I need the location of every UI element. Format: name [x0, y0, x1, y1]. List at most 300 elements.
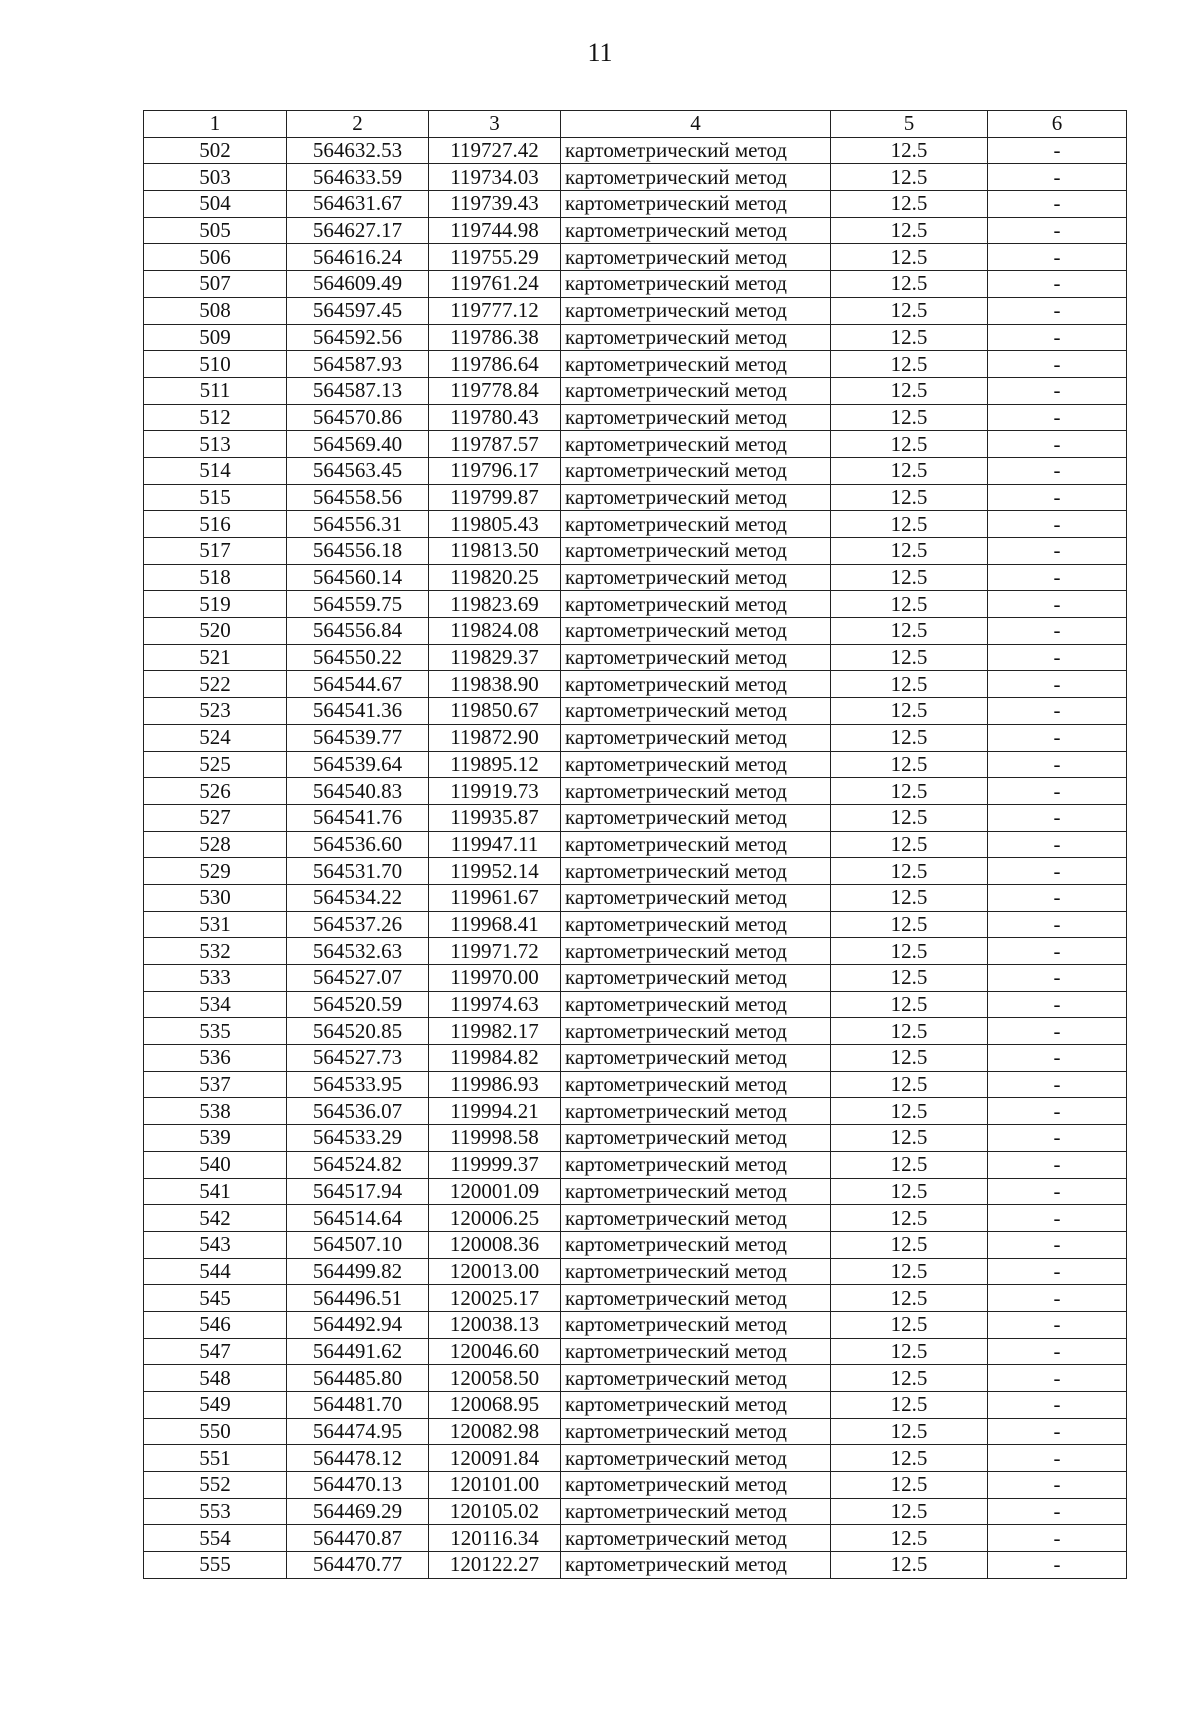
accuracy-cell: 12.5	[831, 1311, 988, 1338]
point-number-cell: 550	[144, 1418, 287, 1445]
x-coordinate-cell: 564627.17	[287, 217, 429, 244]
x-coordinate-cell: 564533.95	[287, 1071, 429, 1098]
accuracy-cell: 12.5	[831, 1525, 988, 1552]
note-cell: -	[988, 965, 1127, 992]
method-cell: картометрический метод	[561, 511, 831, 538]
x-coordinate-cell: 564491.62	[287, 1338, 429, 1365]
accuracy-cell: 12.5	[831, 271, 988, 298]
table-row	[144, 1498, 1127, 1525]
method-cell: картометрический метод	[561, 244, 831, 271]
method-cell: картометрический метод	[561, 591, 831, 618]
x-coordinate-cell: 564632.53	[287, 137, 429, 164]
table-row	[144, 778, 1127, 805]
point-number-cell: 532	[144, 938, 287, 965]
y-coordinate-cell: 120091.84	[429, 1445, 561, 1472]
note-cell: -	[988, 457, 1127, 484]
table-row	[144, 1098, 1127, 1125]
point-number-cell: 521	[144, 644, 287, 671]
table-row	[144, 1445, 1127, 1472]
y-coordinate-cell: 119919.73	[429, 778, 561, 805]
y-coordinate-cell: 119850.67	[429, 698, 561, 725]
point-number-cell: 506	[144, 244, 287, 271]
method-cell: картометрический метод	[561, 1285, 831, 1312]
accuracy-cell: 12.5	[831, 1392, 988, 1419]
accuracy-cell: 12.5	[831, 1365, 988, 1392]
point-number-cell: 510	[144, 351, 287, 378]
note-cell: -	[988, 1418, 1127, 1445]
method-cell: картометрический метод	[561, 884, 831, 911]
point-number-cell: 552	[144, 1472, 287, 1499]
accuracy-cell: 12.5	[831, 884, 988, 911]
note-cell: -	[988, 244, 1127, 271]
note-cell: -	[988, 351, 1127, 378]
y-coordinate-cell: 119829.37	[429, 644, 561, 671]
y-coordinate-cell: 119786.64	[429, 351, 561, 378]
y-coordinate-cell: 119974.63	[429, 991, 561, 1018]
table-row	[144, 858, 1127, 885]
point-number-cell: 548	[144, 1365, 287, 1392]
point-number-cell: 533	[144, 965, 287, 992]
y-coordinate-cell: 120116.34	[429, 1525, 561, 1552]
note-cell: -	[988, 1338, 1127, 1365]
x-coordinate-cell: 564470.87	[287, 1525, 429, 1552]
header-row	[144, 111, 1127, 138]
note-cell: -	[988, 1365, 1127, 1392]
method-cell: картометрический метод	[561, 991, 831, 1018]
point-number-cell: 517	[144, 538, 287, 565]
accuracy-cell: 12.5	[831, 511, 988, 538]
point-number-cell: 534	[144, 991, 287, 1018]
method-cell: картометрический метод	[561, 377, 831, 404]
y-coordinate-cell: 119935.87	[429, 804, 561, 831]
x-coordinate-cell: 564563.45	[287, 457, 429, 484]
accuracy-cell: 12.5	[831, 938, 988, 965]
point-number-cell: 509	[144, 324, 287, 351]
point-number-cell: 513	[144, 431, 287, 458]
x-coordinate-cell: 564534.22	[287, 884, 429, 911]
note-cell: -	[988, 751, 1127, 778]
accuracy-cell: 12.5	[831, 1205, 988, 1232]
method-cell: картометрический метод	[561, 297, 831, 324]
point-number-cell: 549	[144, 1392, 287, 1419]
accuracy-cell: 12.5	[831, 351, 988, 378]
y-coordinate-cell: 119823.69	[429, 591, 561, 618]
table-row	[144, 538, 1127, 565]
table-row	[144, 137, 1127, 164]
accuracy-cell: 12.5	[831, 751, 988, 778]
x-coordinate-cell: 564527.07	[287, 965, 429, 992]
table-row	[144, 191, 1127, 218]
method-cell: картометрический метод	[561, 457, 831, 484]
note-cell: -	[988, 1178, 1127, 1205]
point-number-cell: 527	[144, 804, 287, 831]
note-cell: -	[988, 884, 1127, 911]
accuracy-cell: 12.5	[831, 1231, 988, 1258]
y-coordinate-cell: 119952.14	[429, 858, 561, 885]
table-row	[144, 511, 1127, 538]
table-row	[144, 377, 1127, 404]
point-number-cell: 520	[144, 618, 287, 645]
point-number-cell: 514	[144, 457, 287, 484]
x-coordinate-cell: 564544.67	[287, 671, 429, 698]
point-number-cell: 505	[144, 217, 287, 244]
table-row	[144, 1311, 1127, 1338]
y-coordinate-cell: 119947.11	[429, 831, 561, 858]
coordinates-table	[143, 110, 1127, 1579]
col-header-3: 3	[429, 111, 561, 138]
point-number-cell: 539	[144, 1125, 287, 1152]
method-cell: картометрический метод	[561, 1098, 831, 1125]
table-row	[144, 1525, 1127, 1552]
y-coordinate-cell: 119961.67	[429, 884, 561, 911]
page-number: 11	[587, 38, 613, 67]
table-row	[144, 1365, 1127, 1392]
point-number-cell: 529	[144, 858, 287, 885]
y-coordinate-cell: 119727.42	[429, 137, 561, 164]
y-coordinate-cell: 120068.95	[429, 1392, 561, 1419]
table-row	[144, 831, 1127, 858]
accuracy-cell: 12.5	[831, 644, 988, 671]
x-coordinate-cell: 564537.26	[287, 911, 429, 938]
note-cell: -	[988, 1285, 1127, 1312]
col-header-2: 2	[287, 111, 429, 138]
table-row	[144, 1178, 1127, 1205]
method-cell: картометрический метод	[561, 1338, 831, 1365]
method-cell: картометрический метод	[561, 1525, 831, 1552]
accuracy-cell: 12.5	[831, 377, 988, 404]
method-cell: картометрический метод	[561, 404, 831, 431]
y-coordinate-cell: 120046.60	[429, 1338, 561, 1365]
y-coordinate-cell: 120122.27	[429, 1552, 561, 1579]
x-coordinate-cell: 564587.13	[287, 377, 429, 404]
accuracy-cell: 12.5	[831, 1178, 988, 1205]
note-cell: -	[988, 618, 1127, 645]
accuracy-cell: 12.5	[831, 404, 988, 431]
x-coordinate-cell: 564631.67	[287, 191, 429, 218]
method-cell: картометрический метод	[561, 1125, 831, 1152]
y-coordinate-cell: 120082.98	[429, 1418, 561, 1445]
point-number-cell: 542	[144, 1205, 287, 1232]
x-coordinate-cell: 564559.75	[287, 591, 429, 618]
y-coordinate-cell: 120001.09	[429, 1178, 561, 1205]
note-cell: -	[988, 1071, 1127, 1098]
x-coordinate-cell: 564492.94	[287, 1311, 429, 1338]
method-cell: картометрический метод	[561, 1418, 831, 1445]
method-cell: картометрический метод	[561, 164, 831, 191]
y-coordinate-cell: 119778.84	[429, 377, 561, 404]
point-number-cell: 523	[144, 698, 287, 725]
x-coordinate-cell: 564507.10	[287, 1231, 429, 1258]
table-row	[144, 1285, 1127, 1312]
table-row	[144, 271, 1127, 298]
y-coordinate-cell: 120058.50	[429, 1365, 561, 1392]
table-row	[144, 1071, 1127, 1098]
table-row	[144, 1151, 1127, 1178]
note-cell: -	[988, 1472, 1127, 1499]
method-cell: картометрический метод	[561, 324, 831, 351]
x-coordinate-cell: 564496.51	[287, 1285, 429, 1312]
y-coordinate-cell: 120105.02	[429, 1498, 561, 1525]
method-cell: картометрический метод	[561, 1045, 831, 1072]
note-cell: -	[988, 484, 1127, 511]
point-number-cell: 538	[144, 1098, 287, 1125]
accuracy-cell: 12.5	[831, 164, 988, 191]
accuracy-cell: 12.5	[831, 191, 988, 218]
y-coordinate-cell: 119971.72	[429, 938, 561, 965]
point-number-cell: 555	[144, 1552, 287, 1579]
y-coordinate-cell: 119824.08	[429, 618, 561, 645]
table-row	[144, 431, 1127, 458]
x-coordinate-cell: 564520.59	[287, 991, 429, 1018]
col-header-4: 4	[561, 111, 831, 138]
point-number-cell: 512	[144, 404, 287, 431]
accuracy-cell: 12.5	[831, 1338, 988, 1365]
y-coordinate-cell: 119968.41	[429, 911, 561, 938]
point-number-cell: 524	[144, 724, 287, 751]
table-row	[144, 911, 1127, 938]
point-number-cell: 525	[144, 751, 287, 778]
y-coordinate-cell: 119970.00	[429, 965, 561, 992]
method-cell: картометрический метод	[561, 431, 831, 458]
point-number-cell: 551	[144, 1445, 287, 1472]
accuracy-cell: 12.5	[831, 1552, 988, 1579]
method-cell: картометрический метод	[561, 1018, 831, 1045]
point-number-cell: 511	[144, 377, 287, 404]
table-row	[144, 1392, 1127, 1419]
y-coordinate-cell: 119755.29	[429, 244, 561, 271]
x-coordinate-cell: 564527.73	[287, 1045, 429, 1072]
x-coordinate-cell: 564517.94	[287, 1178, 429, 1205]
table-row	[144, 1125, 1127, 1152]
accuracy-cell: 12.5	[831, 1258, 988, 1285]
x-coordinate-cell: 564558.56	[287, 484, 429, 511]
table-row	[144, 965, 1127, 992]
note-cell: -	[988, 377, 1127, 404]
point-number-cell: 531	[144, 911, 287, 938]
x-coordinate-cell: 564556.31	[287, 511, 429, 538]
note-cell: -	[988, 431, 1127, 458]
y-coordinate-cell: 119786.38	[429, 324, 561, 351]
accuracy-cell: 12.5	[831, 724, 988, 751]
point-number-cell: 545	[144, 1285, 287, 1312]
table-row	[144, 324, 1127, 351]
table-row	[144, 244, 1127, 271]
accuracy-cell: 12.5	[831, 778, 988, 805]
point-number-cell: 541	[144, 1178, 287, 1205]
y-coordinate-cell: 119895.12	[429, 751, 561, 778]
accuracy-cell: 12.5	[831, 1098, 988, 1125]
x-coordinate-cell: 564481.70	[287, 1392, 429, 1419]
point-number-cell: 535	[144, 1018, 287, 1045]
col-header-1: 1	[144, 111, 287, 138]
table-row	[144, 564, 1127, 591]
accuracy-cell: 12.5	[831, 297, 988, 324]
note-cell: -	[988, 698, 1127, 725]
accuracy-cell: 12.5	[831, 618, 988, 645]
y-coordinate-cell: 119780.43	[429, 404, 561, 431]
note-cell: -	[988, 324, 1127, 351]
point-number-cell: 515	[144, 484, 287, 511]
y-coordinate-cell: 119982.17	[429, 1018, 561, 1045]
accuracy-cell: 12.5	[831, 324, 988, 351]
table-row	[144, 1338, 1127, 1365]
x-coordinate-cell: 564532.63	[287, 938, 429, 965]
note-cell: -	[988, 564, 1127, 591]
y-coordinate-cell: 119986.93	[429, 1071, 561, 1098]
point-number-cell: 543	[144, 1231, 287, 1258]
table-row	[144, 751, 1127, 778]
method-cell: картометрический метод	[561, 724, 831, 751]
x-coordinate-cell: 564560.14	[287, 564, 429, 591]
point-number-cell: 518	[144, 564, 287, 591]
note-cell: -	[988, 1125, 1127, 1152]
point-number-cell: 526	[144, 778, 287, 805]
y-coordinate-cell: 120008.36	[429, 1231, 561, 1258]
x-coordinate-cell: 564499.82	[287, 1258, 429, 1285]
method-cell: картометрический метод	[561, 1258, 831, 1285]
x-coordinate-cell: 564539.64	[287, 751, 429, 778]
note-cell: -	[988, 137, 1127, 164]
x-coordinate-cell: 564485.80	[287, 1365, 429, 1392]
x-coordinate-cell: 564587.93	[287, 351, 429, 378]
y-coordinate-cell: 119998.58	[429, 1125, 561, 1152]
accuracy-cell: 12.5	[831, 965, 988, 992]
note-cell: -	[988, 1552, 1127, 1579]
point-number-cell: 508	[144, 297, 287, 324]
table-row	[144, 297, 1127, 324]
table-row	[144, 1231, 1127, 1258]
table-row	[144, 884, 1127, 911]
method-cell: картометрический метод	[561, 351, 831, 378]
note-cell: -	[988, 1045, 1127, 1072]
x-coordinate-cell: 564570.86	[287, 404, 429, 431]
x-coordinate-cell: 564520.85	[287, 1018, 429, 1045]
method-cell: картометрический метод	[561, 1311, 831, 1338]
accuracy-cell: 12.5	[831, 804, 988, 831]
note-cell: -	[988, 804, 1127, 831]
accuracy-cell: 12.5	[831, 1445, 988, 1472]
accuracy-cell: 12.5	[831, 911, 988, 938]
y-coordinate-cell: 119734.03	[429, 164, 561, 191]
accuracy-cell: 12.5	[831, 457, 988, 484]
y-coordinate-cell: 119761.24	[429, 271, 561, 298]
table-body	[144, 137, 1127, 1578]
note-cell: -	[988, 724, 1127, 751]
x-coordinate-cell: 564470.77	[287, 1552, 429, 1579]
y-coordinate-cell: 120101.00	[429, 1472, 561, 1499]
accuracy-cell: 12.5	[831, 1285, 988, 1312]
note-cell: -	[988, 991, 1127, 1018]
method-cell: картометрический метод	[561, 938, 831, 965]
point-number-cell: 522	[144, 671, 287, 698]
x-coordinate-cell: 564533.29	[287, 1125, 429, 1152]
x-coordinate-cell: 564539.77	[287, 724, 429, 751]
method-cell: картометрический метод	[561, 644, 831, 671]
method-cell: картометрический метод	[561, 564, 831, 591]
y-coordinate-cell: 119739.43	[429, 191, 561, 218]
method-cell: картометрический метод	[561, 1552, 831, 1579]
method-cell: картометрический метод	[561, 484, 831, 511]
note-cell: -	[988, 1311, 1127, 1338]
method-cell: картометрический метод	[561, 751, 831, 778]
table-row	[144, 217, 1127, 244]
note-cell: -	[988, 831, 1127, 858]
note-cell: -	[988, 591, 1127, 618]
method-cell: картометрический метод	[561, 698, 831, 725]
point-number-cell: 516	[144, 511, 287, 538]
note-cell: -	[988, 217, 1127, 244]
point-number-cell: 502	[144, 137, 287, 164]
y-coordinate-cell: 119820.25	[429, 564, 561, 591]
method-cell: картометрический метод	[561, 137, 831, 164]
x-coordinate-cell: 564541.76	[287, 804, 429, 831]
point-number-cell: 537	[144, 1071, 287, 1098]
note-cell: -	[988, 1018, 1127, 1045]
table-row	[144, 724, 1127, 751]
table-row	[144, 618, 1127, 645]
note-cell: -	[988, 1392, 1127, 1419]
x-coordinate-cell: 564540.83	[287, 778, 429, 805]
x-coordinate-cell: 564633.59	[287, 164, 429, 191]
method-cell: картометрический метод	[561, 911, 831, 938]
note-cell: -	[988, 778, 1127, 805]
table-row	[144, 164, 1127, 191]
point-number-cell: 544	[144, 1258, 287, 1285]
x-coordinate-cell: 564524.82	[287, 1151, 429, 1178]
note-cell: -	[988, 511, 1127, 538]
table-row	[144, 671, 1127, 698]
method-cell: картометрический метод	[561, 538, 831, 565]
x-coordinate-cell: 564556.84	[287, 618, 429, 645]
accuracy-cell: 12.5	[831, 244, 988, 271]
note-cell: -	[988, 858, 1127, 885]
x-coordinate-cell: 564531.70	[287, 858, 429, 885]
x-coordinate-cell: 564514.64	[287, 1205, 429, 1232]
method-cell: картометрический метод	[561, 671, 831, 698]
table-row	[144, 1205, 1127, 1232]
y-coordinate-cell: 119799.87	[429, 484, 561, 511]
table-row	[144, 404, 1127, 431]
accuracy-cell: 12.5	[831, 1472, 988, 1499]
table-row	[144, 1018, 1127, 1045]
y-coordinate-cell: 119994.21	[429, 1098, 561, 1125]
note-cell: -	[988, 1231, 1127, 1258]
y-coordinate-cell: 119872.90	[429, 724, 561, 751]
y-coordinate-cell: 119838.90	[429, 671, 561, 698]
x-coordinate-cell: 564569.40	[287, 431, 429, 458]
method-cell: картометрический метод	[561, 618, 831, 645]
accuracy-cell: 12.5	[831, 538, 988, 565]
method-cell: картометрический метод	[561, 1071, 831, 1098]
accuracy-cell: 12.5	[831, 217, 988, 244]
accuracy-cell: 12.5	[831, 858, 988, 885]
method-cell: картометрический метод	[561, 1445, 831, 1472]
note-cell: -	[988, 191, 1127, 218]
accuracy-cell: 12.5	[831, 831, 988, 858]
y-coordinate-cell: 119984.82	[429, 1045, 561, 1072]
table-row	[144, 351, 1127, 378]
accuracy-cell: 12.5	[831, 431, 988, 458]
note-cell: -	[988, 1498, 1127, 1525]
accuracy-cell: 12.5	[831, 1045, 988, 1072]
table-row	[144, 591, 1127, 618]
x-coordinate-cell: 564478.12	[287, 1445, 429, 1472]
point-number-cell: 547	[144, 1338, 287, 1365]
accuracy-cell: 12.5	[831, 1125, 988, 1152]
y-coordinate-cell: 119805.43	[429, 511, 561, 538]
table-row	[144, 644, 1127, 671]
x-coordinate-cell: 564550.22	[287, 644, 429, 671]
